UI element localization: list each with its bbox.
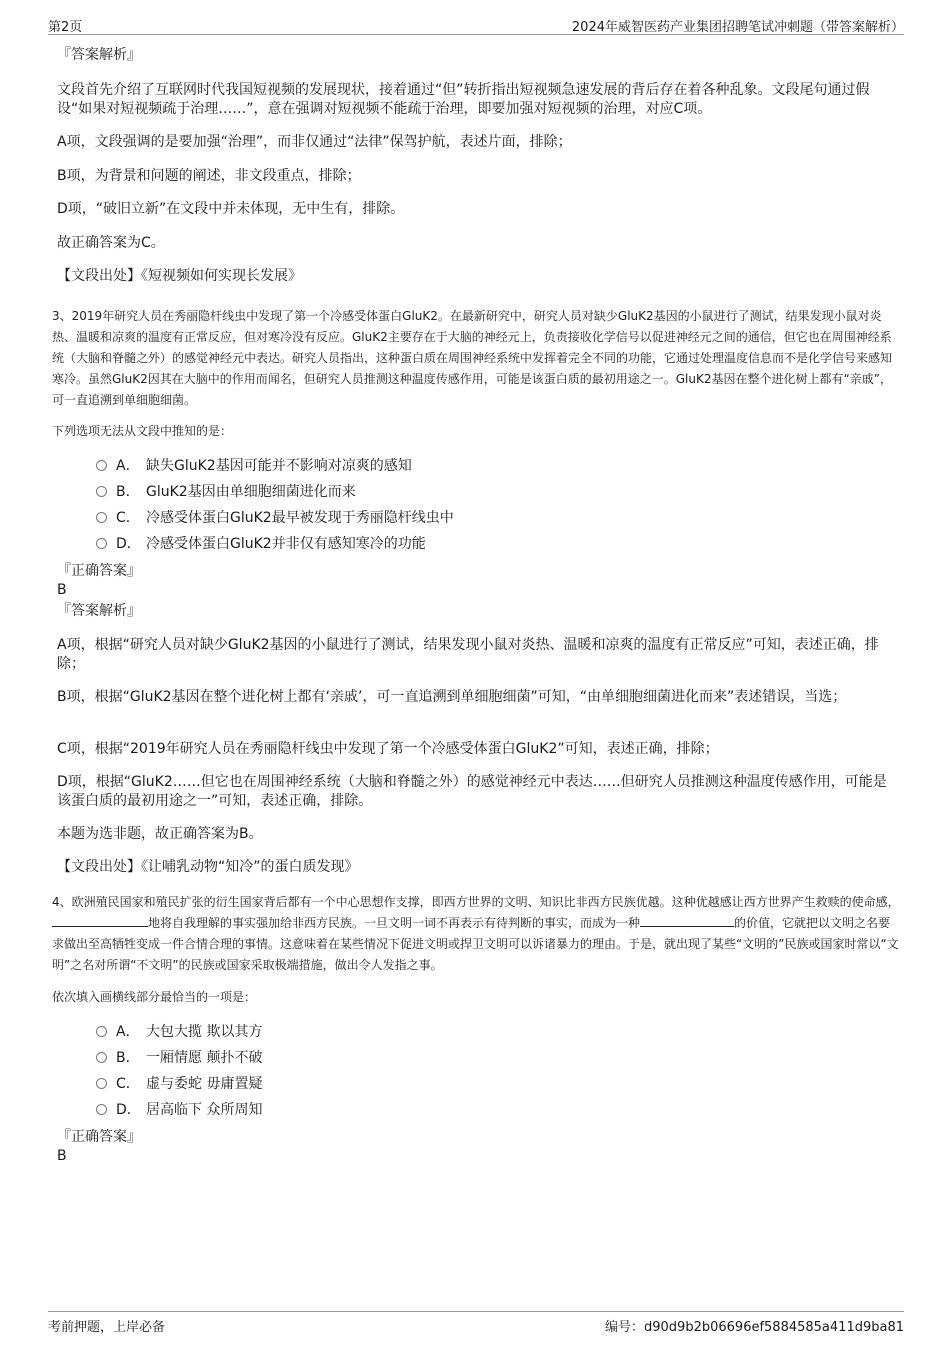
radio-icon[interactable] <box>96 1026 107 1037</box>
option-letter: A． <box>116 1024 140 1040</box>
option-text: 一厢情愿 颠扑不破 <box>146 1050 263 1066</box>
q3-answer: B <box>57 582 67 598</box>
radio-icon[interactable] <box>96 1104 107 1115</box>
option-text: 冷感受体蛋白GluK2并非仅有感知寒冷的功能 <box>146 536 426 552</box>
radio-icon[interactable] <box>96 1052 107 1063</box>
q3-option-a[interactable] <box>96 457 412 476</box>
radio-icon[interactable] <box>96 512 107 523</box>
option-letter: D． <box>116 536 141 552</box>
document-title: 2024年威智医药产业集团招聘笔试冲刺题（带答案解析） <box>571 20 904 35</box>
option-text: GluK2基因由单细胞细菌进化而来 <box>146 484 356 500</box>
q4-option-d[interactable] <box>96 1101 262 1120</box>
radio-icon[interactable] <box>96 460 107 471</box>
q3-conclusion: 本题为选非题，故正确答案为B。 <box>57 826 263 842</box>
radio-icon[interactable] <box>96 538 107 549</box>
footer-slogan: 考前押题，上岸必备 <box>48 1320 166 1335</box>
page-header <box>48 14 904 35</box>
page-footer <box>48 1311 904 1334</box>
q4-option-c[interactable] <box>96 1075 262 1094</box>
option-text: 居高临下 众所周知 <box>146 1102 263 1118</box>
option-letter: C． <box>116 1076 140 1092</box>
option-letter: A． <box>116 458 140 474</box>
q4-passage-part-2: 地将自我理解的事实强加给非西方民族。一旦文明一词不再表示有待判断的事实，而成为一种 <box>148 916 641 930</box>
q3-source: 【文段出处】《让哺乳动物“知冷”的蛋白质发现》 <box>57 859 359 875</box>
option-text: 缺失GluK2基因可能并不影响对凉爽的感知 <box>146 458 412 474</box>
q3-option-c[interactable] <box>96 509 454 528</box>
q4-option-a[interactable] <box>96 1023 262 1042</box>
fill-blank-2 <box>640 914 734 927</box>
q3-analysis-label: 『答案解析』 <box>57 603 141 619</box>
q3-option-b[interactable] <box>96 483 356 502</box>
q3-analysis-option-d: D项，根据“GluK2……但它也在周围神经系统（大脑和脊髓之外）的感觉神经元中表达……但研究人员推测这种温度传感作用，可能是该蛋白质的最初用途之一”可知，表述正确，排除。 <box>57 774 887 809</box>
q3-option-d[interactable] <box>96 535 426 554</box>
option-letter: B． <box>116 1050 140 1066</box>
q2-source: 【文段出处】《短视频如何实现长发展》 <box>57 268 302 284</box>
option-letter: B． <box>116 484 140 500</box>
option-text: 大包大揽 欺以其方 <box>146 1024 263 1040</box>
q3-analysis-option-c: C项，根据“2019年研究人员在秀丽隐杆线虫中发现了第一个冷感受体蛋白GluK2”可知，表述正确，排除； <box>57 741 719 757</box>
q4-passage <box>52 892 900 976</box>
q3-analysis-option-a: A项，根据“研究人员对缺少GluK2基因的小鼠进行了测试，结果发现小鼠对炎热、温暖和凉爽的温度有正常反应”可知，表述正确，排除； <box>57 637 879 672</box>
q3-answer-label: 『正确答案』 <box>57 563 141 579</box>
option-text: 冷感受体蛋白GluK2最早被发现于秀丽隐杆线虫中 <box>146 510 454 526</box>
q3-passage: 3、2019年研究人员在秀丽隐杆线虫中发现了第一个冷感受体蛋白GluK2。在最新研究中，研究人员对缺少GluK2基因的小鼠进行了测试，结果发现小鼠对炎热、温暖和凉爽的温度有正常反应，但对寒冷没有反应。GluK2主要存在于大脑的神经元上，负责接收化学信号以促进神经元之间的通信，但它也在周围神经系统（大脑和脊髓之外）的感觉神经元中表达。研究人员指出，这种蛋白质在周围神经系统中发挥着完全不同的功能，它通过处理温度信息而不是化学信号来感知寒冷。虽然GluK2因其在大脑中的作用而闻名，但研究人员推测这种温度传感作用，可能是该蛋白质的最初用途之一。GluK2基因在整个进化树上都有“亲戚”，可一直追溯到单细胞细菌。 <box>52 309 893 407</box>
page-number: 第2页 <box>48 20 83 35</box>
radio-icon[interactable] <box>96 486 107 497</box>
document-serial: 编号：d90d9b2b06696ef5884585a411d9ba81 <box>605 1320 904 1335</box>
q4-answer-label: 『正确答案』 <box>57 1129 141 1145</box>
q2-analysis-option-d: D项，“破旧立新”在文段中并未体现，无中生有，排除。 <box>57 201 405 217</box>
q4-prompt: 依次填入画横线部分最恰当的一项是： <box>52 990 257 1004</box>
option-letter: C． <box>116 510 140 526</box>
q4-passage-part-3: 的价值，它就把以文明之名要求做出至高牺牲变成一件合情合理的事情。这意味着在某些情况下促进文明或捍卫文明可以诉诸暴力的理由。于是，就出现了某些“文明的”民族或国家时常以“文明”之名对所谓“不文明”的民族或国家采取极端措施，做出令人发指之事。 <box>52 916 899 972</box>
q2-conclusion: 故正确答案为C。 <box>57 235 165 251</box>
q4-option-b[interactable] <box>96 1049 262 1068</box>
fill-blank-1 <box>52 914 148 927</box>
option-text: 虚与委蛇 毋庸置疑 <box>146 1076 263 1092</box>
q4-passage-part-1: 4、欧洲殖民国家和殖民扩张的衍生国家背后都有一个中心思想作支撑，即西方世界的文明、知识比非西方民族优越。这种优越感让西方世界产生救赎的使命感， <box>52 895 900 909</box>
radio-icon[interactable] <box>96 1078 107 1089</box>
q2-analysis-option-a: A项，文段强调的是要加强“治理”，而非仅通过“法律”保驾护航，表述片面，排除； <box>57 134 572 150</box>
q3-analysis-option-b: B项，根据“GluK2基因在整个进化树上都有‘亲戚’，可一直追溯到单细胞细菌”可知，“由单细胞细菌进化而来”表述错误，当选； <box>57 689 847 705</box>
q2-analysis-paragraph: 文段首先介绍了互联网时代我国短视频的发展现状，接着通过“但”转折指出短视频急速发展的背后存在着各种乱象。文段尾句通过假设“如果对短视频疏于治理……”，意在强调对短视频不能疏于治理，即要加强对短视频的治理，对应C项。 <box>57 82 870 117</box>
q2-analysis-option-b: B项，为背景和问题的阐述，非文段重点，排除； <box>57 168 361 184</box>
q2-analysis-label: 『答案解析』 <box>57 47 141 63</box>
q3-prompt: 下列选项无法从文段中推知的是： <box>52 424 233 438</box>
option-letter: D． <box>116 1102 141 1118</box>
q4-answer: B <box>57 1148 67 1164</box>
